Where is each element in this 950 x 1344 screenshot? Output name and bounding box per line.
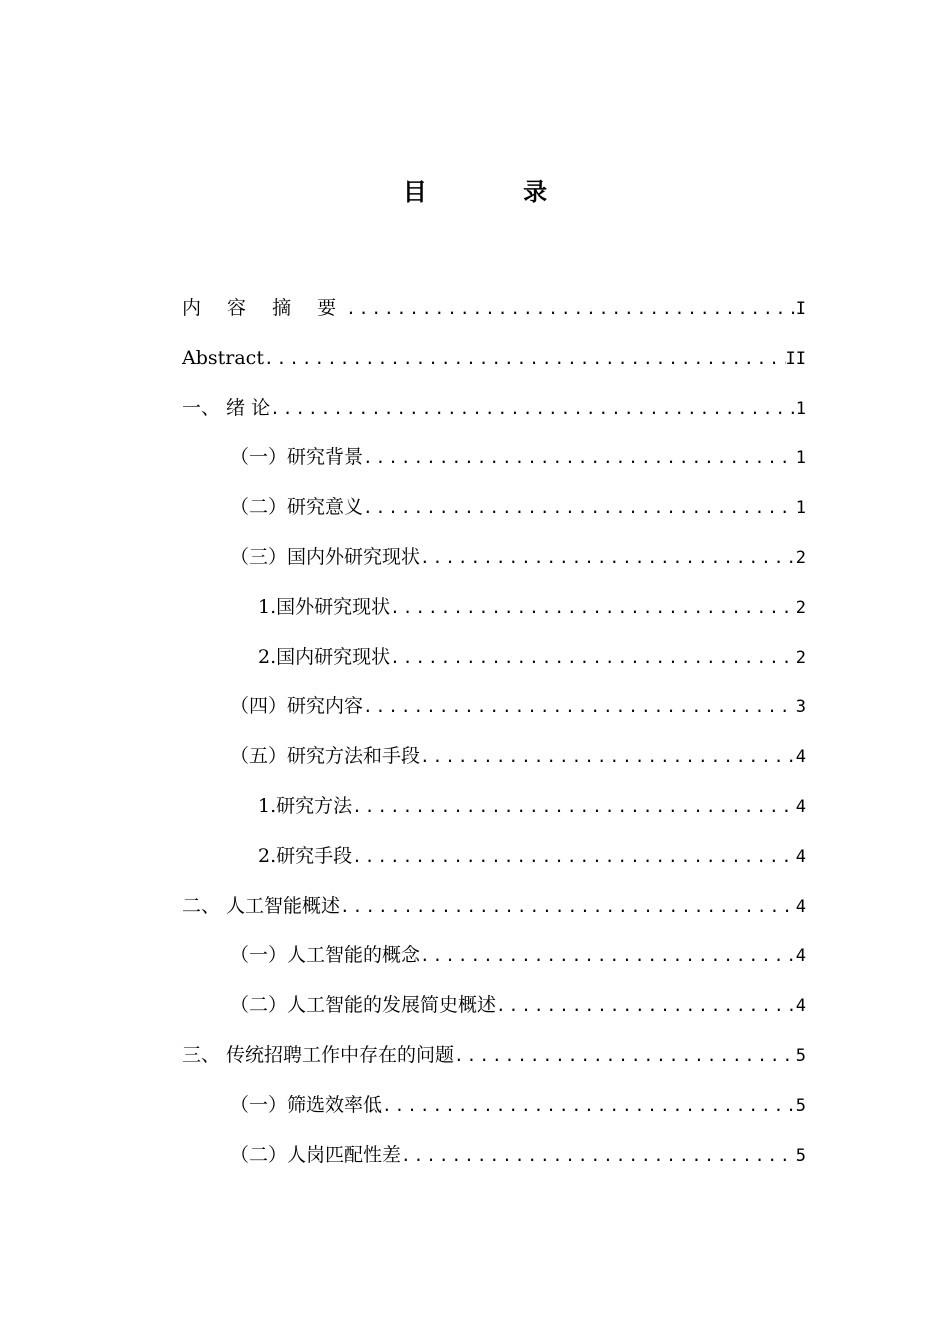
toc-entry-subsection[interactable] xyxy=(182,838,806,888)
toc-entry-section[interactable] xyxy=(182,937,806,987)
toc-entry-subsection[interactable] xyxy=(182,639,806,689)
toc-page-number: 1 xyxy=(795,498,806,519)
toc-entry-section[interactable] xyxy=(182,439,806,489)
page-title: 目 录 xyxy=(402,178,592,206)
toc-entry-section[interactable] xyxy=(182,738,806,788)
toc-leader-dots xyxy=(352,839,796,875)
toc-entry-label: （四）研究内容 xyxy=(230,695,364,718)
toc-page-number: 4 xyxy=(795,996,806,1017)
toc-leader-dots xyxy=(346,291,796,327)
toc-entry-subsection[interactable] xyxy=(182,788,806,838)
toc-entry-label: （一）人工智能的概念 xyxy=(230,944,421,967)
toc-entry-subsection[interactable] xyxy=(182,589,806,639)
toc-entry-label: （二）人工智能的发展简史概述 xyxy=(230,994,497,1017)
toc-leader-dots xyxy=(401,1138,796,1174)
toc-page-number: 3 xyxy=(795,697,806,718)
toc-page-number: 4 xyxy=(795,747,806,768)
toc-page-number: 4 xyxy=(795,896,806,917)
toc-page-number: 1 xyxy=(795,398,806,419)
toc-entry-label: 2.国内研究现状 xyxy=(258,645,391,668)
toc-leader-dots xyxy=(352,789,796,825)
toc-entry-label: 二、 人工智能概述 xyxy=(182,894,341,917)
toc-entry-label: （一）筛选效率低 xyxy=(230,1093,383,1116)
toc-entry-label: （三）国内外研究现状 xyxy=(230,545,421,568)
toc-leader-dots xyxy=(420,540,796,576)
toc-entry-label: 1.研究方法 xyxy=(258,794,353,817)
toc-entry-label: （二）研究意义 xyxy=(230,496,364,519)
toc-entry-section[interactable] xyxy=(182,987,806,1037)
toc-leader-dots xyxy=(496,988,796,1024)
toc-entry-abstract-en[interactable] xyxy=(182,340,806,390)
toc-page-number: 5 xyxy=(795,1045,806,1066)
toc-entry-chapter-2[interactable] xyxy=(182,888,806,938)
toc-leader-dots xyxy=(363,490,796,526)
toc-page-number: 2 xyxy=(795,647,806,668)
toc-leader-dots xyxy=(363,689,796,725)
toc-entry-section[interactable] xyxy=(182,688,806,738)
toc-entry-label: （二）人岗匹配性差 xyxy=(230,1143,402,1166)
table-of-contents xyxy=(182,290,806,1186)
toc-leader-dots xyxy=(420,739,796,775)
toc-entry-label: 一、 绪 论 xyxy=(182,396,271,419)
toc-entry-label: 2.研究手段 xyxy=(258,844,353,867)
toc-leader-dots xyxy=(264,341,786,377)
toc-entry-label: 内 容 摘 要 xyxy=(182,297,347,319)
toc-leader-dots xyxy=(340,889,796,925)
toc-entry-label: （一）研究背景 xyxy=(230,446,364,469)
toc-page-number: II xyxy=(785,348,806,369)
toc-page-number: 4 xyxy=(795,846,806,867)
toc-leader-dots xyxy=(390,640,796,676)
toc-page-number: 2 xyxy=(795,547,806,568)
toc-entry-label: Abstract xyxy=(182,346,264,369)
toc-entry-label: 三、 传统招聘工作中存在的问题 xyxy=(182,1043,455,1066)
toc-leader-dots xyxy=(420,938,796,974)
toc-page-number: 5 xyxy=(795,1145,806,1166)
toc-entry-label: 1.国外研究现状 xyxy=(258,595,391,618)
toc-page-number: 5 xyxy=(795,1095,806,1116)
toc-entry-abstract-cn[interactable] xyxy=(182,290,806,340)
toc-page-number: 1 xyxy=(795,448,806,469)
toc-entry-section[interactable] xyxy=(182,1087,806,1137)
toc-page-number: 4 xyxy=(795,796,806,817)
toc-page-number: I xyxy=(795,299,806,319)
toc-entry-chapter-3[interactable] xyxy=(182,1037,806,1087)
toc-page-number: 4 xyxy=(795,946,806,967)
toc-leader-dots xyxy=(454,1038,796,1074)
toc-leader-dots xyxy=(382,1088,796,1124)
toc-entry-chapter-1[interactable] xyxy=(182,390,806,440)
toc-leader-dots xyxy=(363,440,796,476)
toc-entry-label: （五）研究方法和手段 xyxy=(230,745,421,768)
toc-leader-dots xyxy=(390,590,796,626)
toc-entry-section[interactable] xyxy=(182,539,806,589)
toc-entry-section[interactable] xyxy=(182,1137,806,1187)
toc-leader-dots xyxy=(270,391,796,427)
toc-page-number: 2 xyxy=(795,597,806,618)
toc-entry-section[interactable] xyxy=(182,489,806,539)
